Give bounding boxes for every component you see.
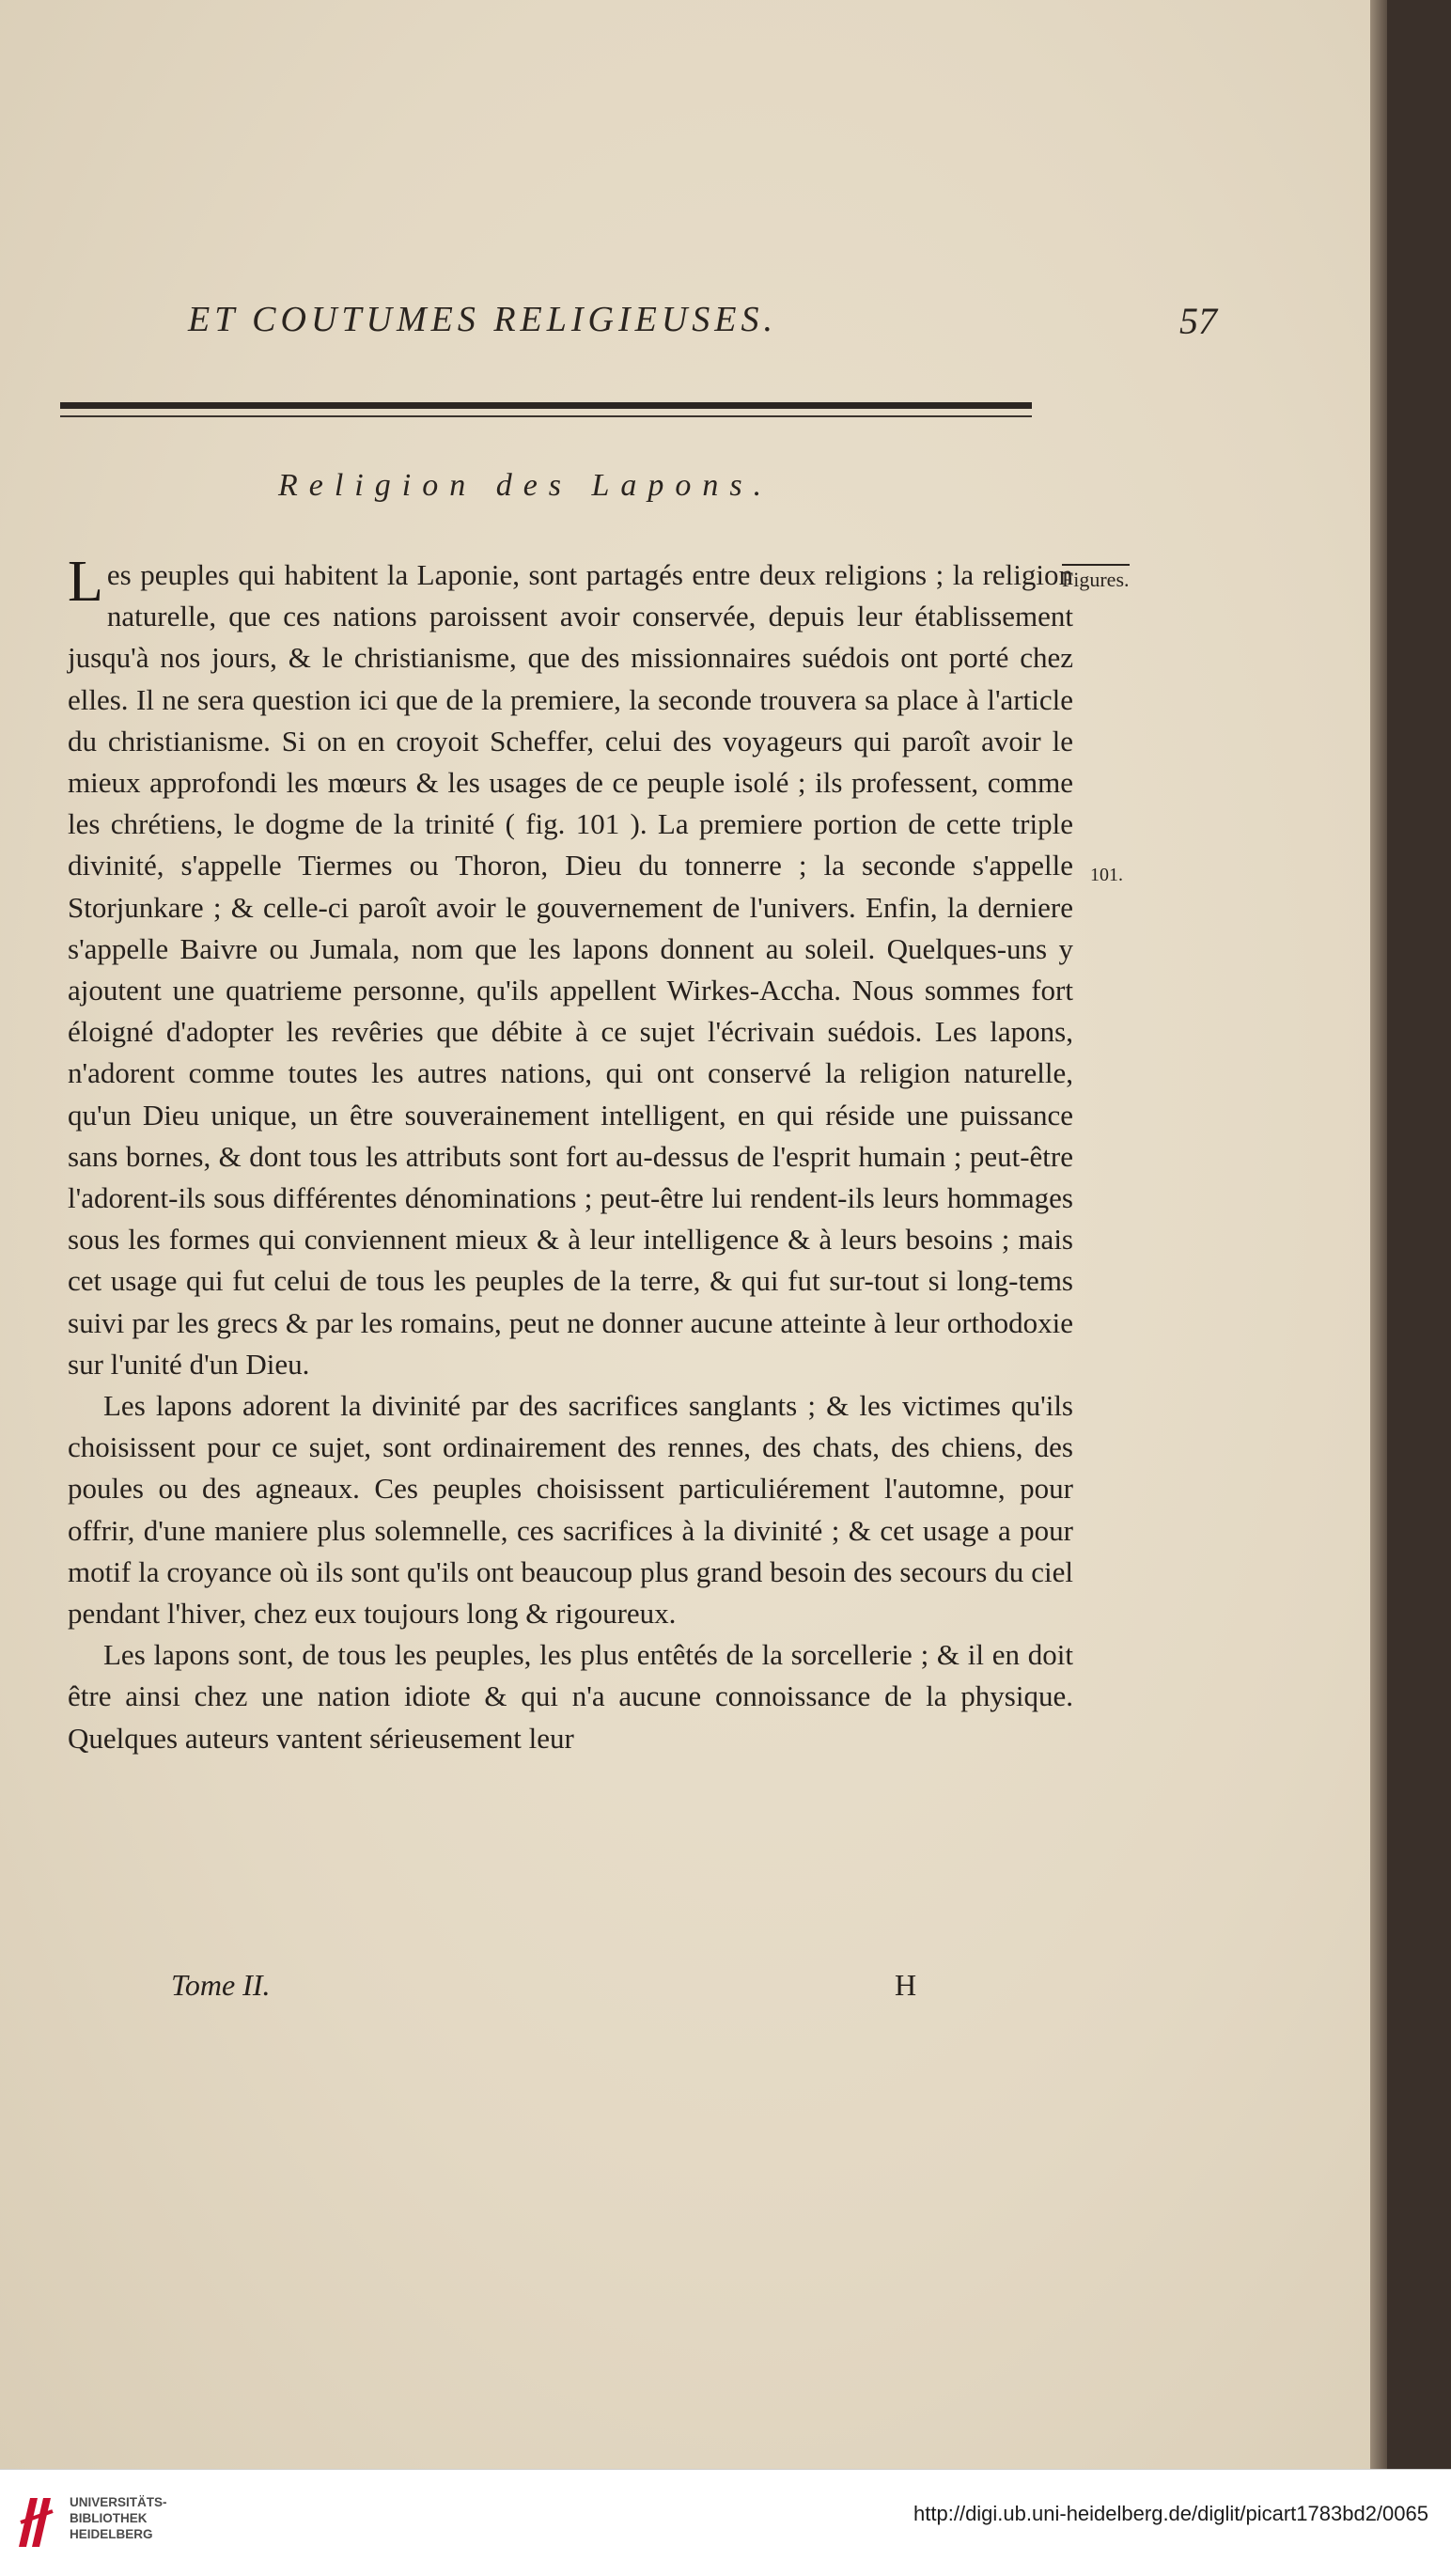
section-title: Religion des Lapons. xyxy=(278,468,773,503)
library-logo-text xyxy=(70,2494,167,2542)
paragraph-3: Les lapons sont, de tous les peuples, les plus entêtés de la sorcellerie ; & il en doit être ainsi chez une nation idiote & qui n'a aucune connoissance de la physique. Quelques auteurs vantent sérieusement leur xyxy=(68,1638,1073,1755)
logo-line-2: BIBLIOTHEK xyxy=(70,2511,148,2525)
paragraph-1-text: es peuples qui habitent la Laponie, sont partagés entre deux religions ; la religion naturelle, que ces nations paroissent avoir conservée, depuis leur établissement jusqu'à nos jours, & le christianisme, que des missionnaires suédois ont porté chez elles. Il ne sera question ici que de la premiere, la seconde trouvera sa place à l'article du christianisme. Si on en croyoit Scheffer, celui des voyageurs qui paroît avoir le mieux approfondi les mœurs & les usages de ce peuple isolé ; ils professent, comme les chrétiens, le dogme de la trinité ( fig. 101 ). La premiere portion de cette triple divinité, s'appelle Tiermes ou Thoron, Dieu du tonnerre ; la seconde s'appelle Storjunkare ; & celle-ci paroît avoir le gouvernement de l'univers. Enfin, la derniere s'appelle Baivre ou Jumala, nom que les lapons donnent au soleil. Quelques-uns y ajoutent une quatrieme personne, qu'ils appellent Wirkes-Accha. Nous sommes fort éloigné d'adopter les revêries que débite à ce sujet l'écrivain suédois. Les lapons, n'adorent comme toutes les autres nations, qui ont conservé la religion naturelle, qu'un Dieu unique, un être souverainement intelligent, en qui réside une puissance sans bornes, & dont tous les attributs sont fort au-dessus de l'esprit humain ; peut-être l'adorent-ils sous différentes dénominations ; peut-être lui rendent-ils leurs hommages sous les formes qui conviennent mieux & à leur intelligence & à leurs besoins ; mais cet usage qui fut celui de tous les peuples de la terre, & qui fut sur-tout si long-tems suivi par les grecs & par les romains, peut ne donner aucune atteinte à leur orthodoxie sur l'unité d'un Dieu. xyxy=(68,558,1073,1381)
body-text xyxy=(68,550,1073,1759)
footer-tome: Tome II. xyxy=(171,1968,271,2002)
paragraph-1 xyxy=(68,550,1073,1385)
footer-signature: H xyxy=(895,1968,917,2002)
dropcap: L xyxy=(68,550,103,614)
page-number: 57 xyxy=(1179,300,1217,342)
library-bar xyxy=(0,2469,1451,2576)
logo-line-3: HEIDELBERG xyxy=(70,2527,153,2541)
margin-note-fig-ref: 101. xyxy=(1090,865,1123,885)
page-edge-shadow xyxy=(1370,0,1387,2469)
paragraph-2: Les lapons adorent la divinité par des sacrifices sanglants ; & les victimes qu'ils choisissent pour ce sujet, sont ordinairement des rennes, des chats, des chiens, des poules ou des agneaux. Ces peuples choisissent particuliérement l'automne, pour offrir, d'une maniere plus solemnelle, ces sacrifices à la divinité ; & cet usage a pour motif la croyance où ils sont qu'ils ont beaucoup plus grand besoin des secours du ciel pendant l'hiver, chez eux toujours long & rigoureux. xyxy=(68,1389,1073,1631)
header-rule-thin xyxy=(60,415,1032,417)
header-rule-thick xyxy=(60,402,1032,409)
running-title: ET COUTUMES RELIGIEUSES. xyxy=(188,300,778,339)
permalink-url[interactable]: http://digi.ub.uni-heidelberg.de/diglit/picart1783bd2/0065 xyxy=(913,2502,1428,2525)
logo-line-1: UNIVERSITÄTS- xyxy=(70,2495,167,2509)
university-library-logo-icon xyxy=(15,2490,56,2551)
running-head xyxy=(188,299,1217,355)
margin-note-figures: Figures. xyxy=(1062,564,1130,592)
